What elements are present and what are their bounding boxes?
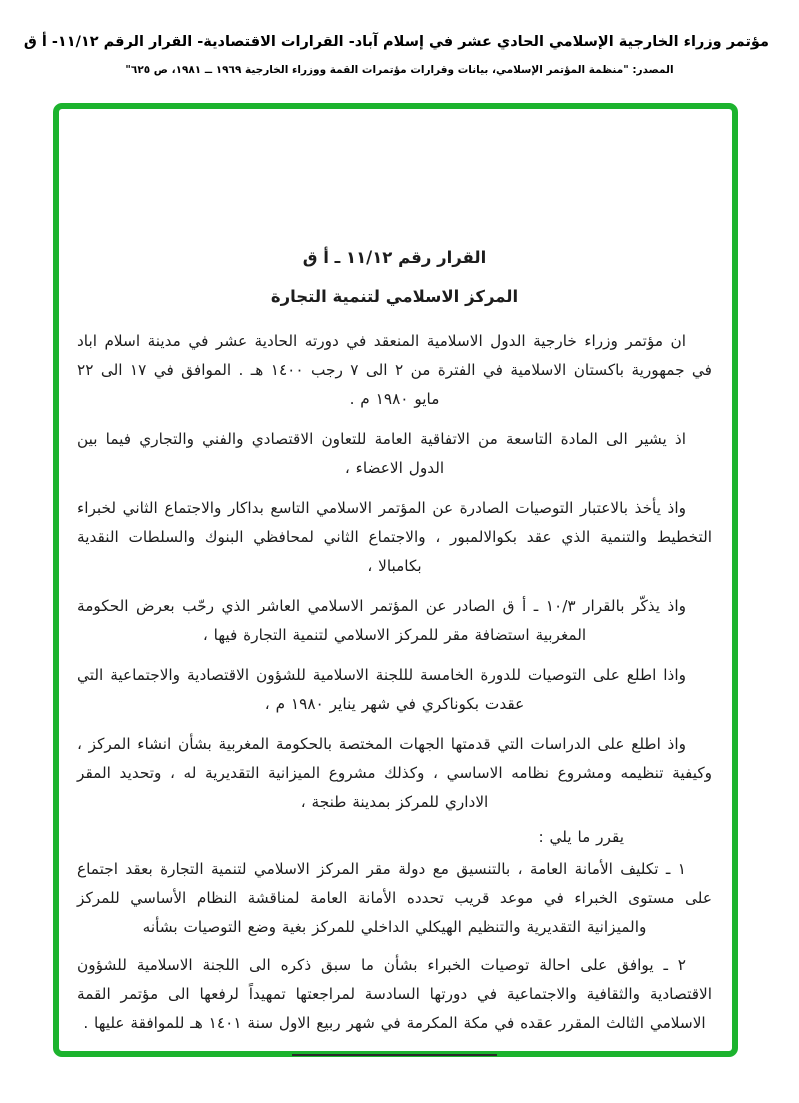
citation-title: مؤتمر وزراء الخارجية الإسلامي الحادي عشر في إسلام آباد- القرارات الاقتصادية- القرار الرقم ١١/١٢- أ ق xyxy=(23,34,769,50)
citation-header xyxy=(23,30,769,79)
preamble-paragraph: واذ يذكّر بالقرار ١٠/٣ ـ أ ق الصادر عن المؤتمر الاسلامي العاشر الذي رحّب بعرض الحكومة المغربية استضافة مقر للمركز الاسلامي لتنمية التجارة فيها ، xyxy=(77,597,686,644)
preamble-paragraph: واذ يأخذ بالاعتبار التوصيات الصادرة عن المؤتمر الاسلامي التاسع بداكار والاجتماع الثاني لخبراء التخطيط والتنمية الذي عقد بكوالالمبور ، والاجتماع الثاني لمحافظي البنوك والسلطات النقدية بكامبالا ، xyxy=(77,499,712,575)
resolution-subject-title: المركز الاسلامي لتنمية التجارة xyxy=(270,287,519,306)
citation-source: المصدر: "منظمة المؤتمر الإسلامي، بيانات وقرارات مؤتمرات القمة ووزراء الخارجية ١٩٦٩ ــ ١٩٨١، ص ٦٢٥" xyxy=(125,64,674,76)
resolution-body xyxy=(77,243,712,1056)
decision-item-2: ٢ ـ يوافق على احالة توصيات الخبراء بشأن ما سبق ذكره الى اللجنة الاسلامية للشؤون الاقتصادية والثقافية والاجتماعية في دورتها السادسة لمراجعتها تمهيداً لرفعها الى مؤتمر القمة الاسلامي الثالث المقرر عقده في مكة المكرمة في شهر ربيع الاول سنة ١٤٠١ هـ للموافقة عليها . xyxy=(77,956,712,1032)
decision-item-1: ١ ـ تكليف الأمانة العامة ، بالتنسيق مع دولة مقر المركز الاسلامي لتنمية التجارة بعقد اجتماع على مستوى الخبراء في موعد قريب تحدده الأمانة العامة لمناقشة النظام الأساسي للمركز والميزانية التقديرية والتنظيم الهيكلي الداخلي للمركز بغية وضع التوصيات بشأنه xyxy=(77,860,712,936)
end-divider xyxy=(292,1054,497,1056)
decision-intro: يقرر ما يلي : xyxy=(538,828,624,846)
resolution-number-title: القرار رقم ١١/١٢ ـ أ ق xyxy=(302,248,487,267)
preamble-paragraph: ان مؤتمر وزراء خارجية الدول الاسلامية المنعقد في دورته الحادية عشر في مدينة اسلام اباد في جمهورية باكستان الاسلامية في الفترة من ٢ الى ٧ رجب ١٤٠٠ هـ . الموافق في ١٧ الى ٢٢ مايو ١٩٨٠ م . xyxy=(77,332,712,408)
preamble-paragraph: اذ يشير الى المادة التاسعة من الاتفاقية العامة للتعاون الاقتصادي والفني والتجاري فيما بين الدول الاعضاء ، xyxy=(77,430,686,477)
preamble-paragraph: واذا اطلع على التوصيات للدورة الخامسة لللجنة الاسلامية للشؤون الاقتصادية والاجتماعية التي عقدت بكوناكري في شهر يناير ١٩٨٠ م ، xyxy=(77,666,686,713)
preamble-paragraph: واذ اطلع على الدراسات التي قدمتها الجهات المختصة بالحكومة المغربية بشأن انشاء المركز ، وكيفية تنظيمه ومشروع نظامه الاساسي ، وكذلك مشروع الميزانية التقديرية له ، وتحديد المقر الاداري للمركز بمدينة طنجة ، xyxy=(77,735,712,811)
scan-highlight-frame xyxy=(53,103,738,1057)
